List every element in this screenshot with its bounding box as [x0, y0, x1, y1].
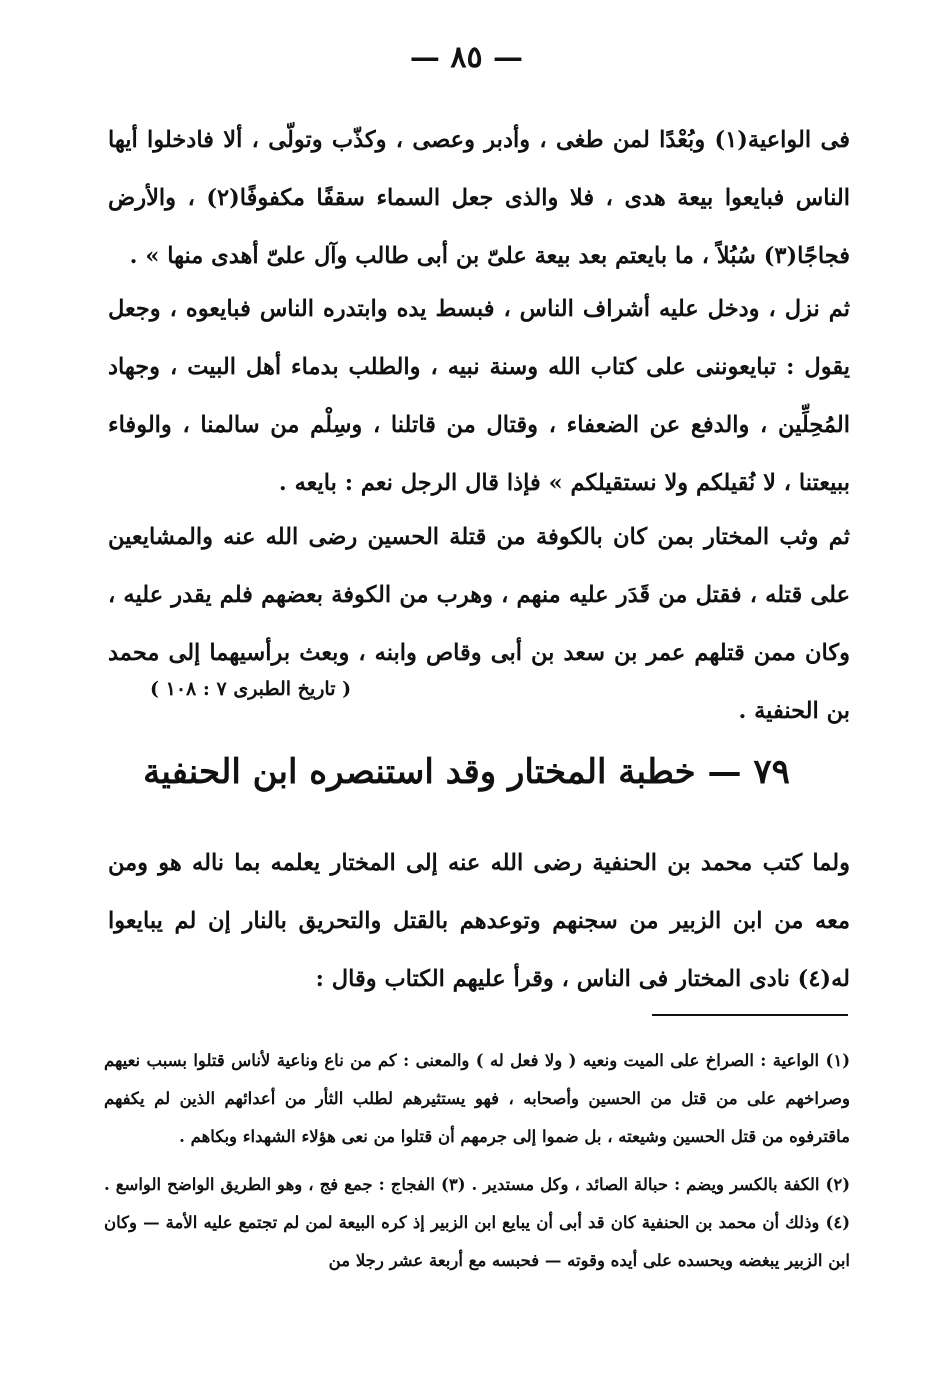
paragraph-1: فى الواعية(١) وبُعْدًا لمن طغى ، وأدبر وعصى ، وكذّب وتولّى ، ألا فادخلوا أيها الناس فبايعوا بيعة هدى ، فلا والذى جعل السماء سقفًا مكفوفًا(٢) ، والأرض فجاجًا(٣) سُبُلاً ، ما بايعتم بعد بيعة علىّ بن أبى طالب وآل علىّ أهدى منها » .	[108, 127, 850, 269]
paragraph-3: ثم وثب المختار بمن كان بالكوفة من قتلة الحسين رضى الله عنه والمشايعين على قتله ، فقتل من قَدَر عليه منهم ، وهرب من الكوفة بعضهم فلم يقدر عليه ، وكان ممن قتلهم عمر بن سعد بن أبى وقاص وابنه ، وبعث برأسيهما إلى محمد بن الحنفية .	[108, 524, 850, 724]
section-heading: ٧٩ — خطبة المختار وقد استنصره ابن الحنفية	[143, 752, 790, 792]
footnote-1: (١) الواعية : الصراخ على الميت ونعيه ( ولا فعل له ) والمعنى : كم من ناع وناعية لأناس قتلوا بسبب نعيهم وصراخهم على من قتل من الحسين وأصحابه ، فهو يستثيرهم لطلب الثأر من أعدائهم الذين لم يكفهم ماقترفوه من قتل الحسين وشيعته ، بل ضموا إلى جرمهم أن قتلوا من نعى هؤلاء الشهداء وبكاهم .	[104, 1051, 851, 1146]
source-citation: ( تاريخ الطبرى ٧ : ١٠٨ )	[150, 678, 352, 700]
paragraph-2: ثم نزل ، ودخل عليه أشراف الناس ، فبسط يده وابتدره الناس فبايعوه ، وجعل يقول : تبايعوننى على كتاب الله وسنة نبيه ، والطلب بدماء أهل البيت ، وجهاد المُحِلِّين ، والدفع عن الضعفاء ، وقتال من قاتلنا ، وسِلْم من سالمنا ، والوفاء ببيعتنا ، لا نُقيلكم ولا نستقيلكم » فإذا قال الرجل نعم : بايعه .	[108, 296, 850, 496]
paragraph-4: ولما كتب محمد بن الحنفية رضى الله عنه إلى المختار يعلمه بما ناله هو ومن معه من ابن الزبير من سجنهم وتوعدهم بالقتل والتحريق بالنار إن لم يبايعوا له(٤) نادى المختار فى الناس ، وقرأ عليهم الكتاب وقال :	[108, 850, 850, 992]
footnote-separator	[652, 1014, 848, 1016]
page-number: — ٨٥ —	[409, 40, 524, 75]
footnote-2-4: (٢) الكفة بالكسر ويضم : حبالة الصائد ، وكل مستدير . (٣) الفجاج : جمع فج ، وهو الطريق الواضح الواسع . (٤) وذلك أن محمد بن الحنفية كان قد أبى أن يبايع ابن الزبير إذ كره البيعة لمن لم تجتمع عليه الأمة — وكان ابن الزبير يبغضه ويحسده على أيده وقوته — فحبسه مع أربعة عشر رجلا من	[104, 1175, 851, 1270]
